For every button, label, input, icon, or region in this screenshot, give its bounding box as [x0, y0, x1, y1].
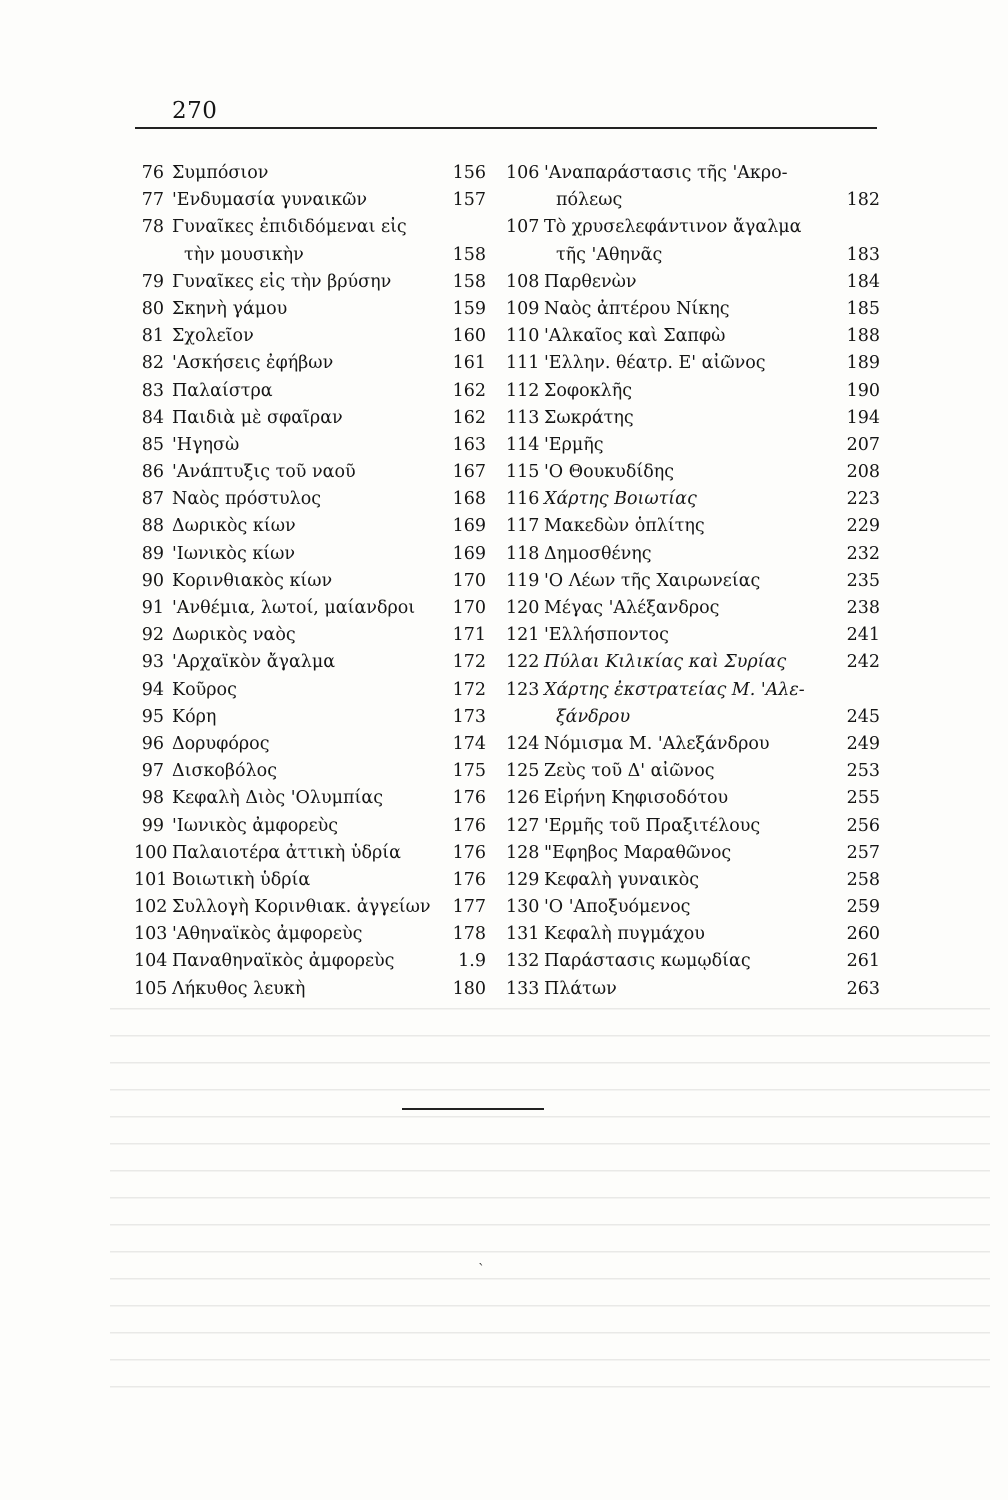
index-entry — [134, 541, 486, 568]
entry-title: 'Ηγησὼ — [172, 434, 240, 455]
index-entry — [134, 867, 486, 894]
entry-title: 'Ιωνικὸς κίων — [172, 543, 296, 564]
index-entry — [134, 568, 486, 595]
index-entry — [134, 378, 486, 405]
index-entry — [134, 813, 486, 840]
entry-number: 108 — [506, 271, 540, 292]
entry-title: τῆς 'Αθηνᾶς — [556, 244, 663, 265]
entry-title: "Εφηβος Μαραθῶνος — [544, 842, 732, 863]
index-entry — [134, 214, 486, 241]
entry-number: 80 — [141, 298, 164, 319]
entry-title: Γυναῖκες εἰς τὴν βρύσην — [172, 271, 392, 292]
index-entry — [134, 840, 486, 867]
entry-title: Σοφοκλῆς — [544, 380, 633, 401]
entry-title: Δωρικὸς κίων — [172, 516, 296, 537]
index-entry — [506, 976, 880, 1003]
index-entry — [506, 568, 880, 595]
entry-page: 188 — [846, 326, 880, 347]
index-entry — [134, 513, 486, 540]
index-entry — [506, 704, 880, 731]
entry-page: 185 — [846, 298, 880, 319]
entry-page: 207 — [846, 434, 880, 455]
entry-page: 235 — [846, 570, 880, 591]
entry-title: Παρθενὼν — [544, 271, 637, 292]
entry-page: 263 — [846, 978, 880, 999]
entry-title: Λήκυθος λευκὴ — [172, 978, 306, 999]
entry-page: 167 — [452, 462, 486, 483]
entry-page: 208 — [846, 462, 880, 483]
index-entry — [134, 350, 486, 377]
index-entry — [134, 785, 486, 812]
entry-title: Ναὸς πρόστυλος — [172, 489, 322, 510]
index-entry — [134, 269, 486, 296]
entry-title: 'Ελλήσποντος — [544, 625, 669, 646]
entry-number: 95 — [141, 706, 164, 727]
entry-page: 177 — [452, 897, 486, 918]
entry-title: Παλαίστρα — [172, 380, 273, 401]
right-column — [506, 160, 880, 1003]
entry-page: 190 — [846, 380, 880, 401]
entry-number: 99 — [141, 815, 164, 836]
entry-page: 242 — [846, 652, 880, 673]
index-entry — [506, 214, 880, 241]
entry-number: 114 — [506, 434, 540, 455]
entry-page: 253 — [846, 761, 880, 782]
entry-page: 172 — [452, 679, 486, 700]
entry-title: τὴν μουσικὴν — [184, 244, 304, 265]
entry-page: 156 — [452, 163, 486, 183]
index-entry — [506, 350, 880, 377]
entry-title: πόλεως — [556, 190, 623, 211]
index-entry — [506, 432, 880, 459]
index-entry — [134, 486, 486, 513]
entry-title: 'Ενδυμασία γυναικῶν — [172, 190, 368, 211]
entry-page: 1.9 — [458, 951, 486, 972]
index-entry — [134, 187, 486, 214]
entry-number: 116 — [506, 489, 540, 510]
entry-title: ξάνδρου — [556, 706, 631, 727]
entry-number: 131 — [506, 924, 540, 945]
index-entry — [506, 160, 880, 187]
entry-number: 112 — [506, 380, 540, 401]
entry-title: Ναὸς ἀπτέρου Νίκης — [544, 298, 730, 319]
entry-number: 77 — [141, 190, 164, 211]
entry-number: 90 — [141, 570, 164, 591]
left-column — [134, 160, 486, 1003]
entry-page: 180 — [452, 978, 486, 999]
entry-title: 'Ο 'Αποξυόμενος — [544, 897, 691, 918]
entry-number: 111 — [506, 353, 540, 374]
entry-title: 'Ιωνικὸς ἀμφορεὺς — [172, 815, 339, 836]
entry-title: Κεφαλὴ γυναικὸς — [544, 869, 700, 890]
entry-page: 256 — [846, 815, 880, 836]
entry-title: Σωκράτης — [544, 407, 634, 428]
entry-number: 101 — [134, 869, 168, 890]
entry-title: Συλλογὴ Κορινθιακ. ἀγγείων — [172, 897, 431, 918]
index-entry — [134, 432, 486, 459]
entry-number: 110 — [506, 326, 540, 347]
entry-title: 'Αλκαῖος καὶ Σαπφὼ — [544, 326, 726, 347]
entry-page: 173 — [452, 706, 486, 727]
entry-title: Πύλαι Κιλικίας καὶ Συρίας — [544, 652, 787, 673]
index-entry — [134, 704, 486, 731]
index-entry — [134, 677, 486, 704]
entry-page: 158 — [452, 244, 486, 265]
entry-number: 113 — [506, 407, 540, 428]
entry-title: 'Αθηναϊκὸς ἀμφορεὺς — [172, 924, 363, 945]
entry-page: 160 — [452, 326, 486, 347]
entry-title: 'Ερμῆς τοῦ Πραξιτέλους — [544, 815, 761, 836]
index-entry — [134, 731, 486, 758]
index-entry — [506, 541, 880, 568]
entry-title: Παιδιὰ μὲ σφαῖραν — [172, 407, 343, 428]
entry-title: Τὸ χρυσελεφάντινον ἄγαλμα — [544, 217, 802, 238]
entry-page: 158 — [452, 271, 486, 292]
entry-page: 178 — [452, 924, 486, 945]
header-rule — [135, 127, 877, 129]
entry-number: 86 — [141, 462, 164, 483]
entry-number: 76 — [141, 163, 164, 183]
entry-page: 168 — [452, 489, 486, 510]
entry-number: 123 — [506, 679, 540, 700]
entry-number: 84 — [141, 407, 164, 428]
entry-title: Μακεδὼν ὁπλίτης — [544, 516, 705, 537]
entry-number: 124 — [506, 733, 540, 754]
entry-title: Νόμισμα Μ. 'Αλεξάνδρου — [544, 733, 770, 754]
entry-number: 120 — [506, 598, 540, 618]
index-entry — [506, 731, 880, 758]
stray-mark: ` — [478, 1262, 485, 1278]
entry-page: 261 — [846, 951, 880, 972]
entry-number: 122 — [506, 652, 540, 673]
entry-title: 'Ο Θουκυδίδης — [544, 462, 675, 483]
entry-page: 232 — [846, 543, 880, 564]
entry-title: Παναθηναϊκὸς ἀμφορεὺς — [172, 951, 395, 972]
end-rule — [402, 1108, 544, 1110]
entry-page: 189 — [846, 353, 880, 374]
entry-number: 94 — [141, 679, 164, 700]
index-entry — [134, 894, 486, 921]
entry-number: 88 — [141, 516, 164, 537]
index-entry — [506, 758, 880, 785]
index-entry — [506, 242, 880, 269]
entry-title: Πλάτων — [544, 978, 617, 999]
index-entry — [506, 867, 880, 894]
entry-number: 103 — [134, 924, 168, 945]
index-entry — [506, 622, 880, 649]
entry-title: 'Ανθέμια, λωτοί, μαίανδροι — [172, 598, 416, 618]
index-entry — [134, 921, 486, 948]
index-entry — [506, 921, 880, 948]
index-entry — [134, 649, 486, 676]
entry-title: Βοιωτικὴ ὑδρία — [172, 869, 311, 890]
entry-title: Σκηνὴ γάμου — [172, 298, 288, 319]
index-entry — [506, 378, 880, 405]
entry-title: Σχολεῖον — [172, 326, 254, 347]
entry-number: 100 — [134, 842, 168, 863]
entry-number: 107 — [506, 217, 540, 238]
entry-page: 183 — [846, 244, 880, 265]
entry-page: 249 — [846, 733, 880, 754]
entry-page: 170 — [452, 598, 486, 618]
entry-number: 102 — [134, 897, 168, 918]
entry-page: 174 — [452, 733, 486, 754]
entry-title: Δισκοβόλος — [172, 761, 277, 782]
index-entry — [134, 405, 486, 432]
entry-title: Κεφαλὴ πυγμάχου — [544, 924, 705, 945]
entry-page: 194 — [846, 407, 880, 428]
entry-title: 'Αναπαράστασις τῆς 'Ακρο- — [544, 163, 788, 183]
entry-page: 162 — [452, 407, 486, 428]
index-entry — [506, 677, 880, 704]
entry-number: 78 — [141, 217, 164, 238]
entry-page: 258 — [846, 869, 880, 890]
entry-title: Κεφαλὴ Διὸς 'Ολυμπίας — [172, 788, 383, 809]
entry-number: 121 — [506, 625, 540, 646]
index-entry — [134, 758, 486, 785]
entry-title: Κορινθιακὸς κίων — [172, 570, 333, 591]
entry-page: 162 — [452, 380, 486, 401]
entry-title: 'Αρχαϊκὸν ἄγαλμα — [172, 652, 336, 673]
entry-page: 259 — [846, 897, 880, 918]
entry-title: 'Ερμῆς — [544, 434, 604, 455]
entry-number: 79 — [141, 271, 164, 292]
entry-number: 93 — [141, 652, 164, 673]
entry-page: 175 — [452, 761, 486, 782]
entry-page: 176 — [452, 842, 486, 863]
index-entry — [134, 459, 486, 486]
entry-page: 159 — [452, 298, 486, 319]
index-entry — [506, 187, 880, 214]
entry-page: 223 — [846, 489, 880, 510]
entry-number: 132 — [506, 951, 540, 972]
entry-title: Δωρικὸς ναὸς — [172, 625, 296, 646]
entry-page: 182 — [846, 190, 880, 211]
entry-number: 106 — [506, 163, 540, 183]
entry-page: 157 — [452, 190, 486, 211]
index-entry — [506, 948, 880, 975]
entry-number: 89 — [141, 543, 164, 564]
entry-title: 'Ο Λέων τῆς Χαιρωνείας — [544, 570, 761, 591]
entry-number: 118 — [506, 543, 540, 564]
entry-number: 97 — [141, 761, 164, 782]
entry-title: Δημοσθένης — [544, 543, 652, 564]
entry-title: Παράστασις κωμῳδίας — [544, 951, 751, 972]
entry-number: 133 — [506, 978, 540, 999]
entry-title: Γυναῖκες ἐπιδιδόμεναι εἰς — [172, 217, 407, 238]
index-entry — [506, 269, 880, 296]
entry-title: Χάρτης Βοιωτίας — [544, 489, 697, 510]
index-entry — [134, 160, 486, 187]
entry-page: 255 — [846, 788, 880, 809]
entry-title: Χάρτης ἐκστρατείας Μ. 'Αλε- — [544, 679, 805, 700]
index-entry — [134, 976, 486, 1003]
index-entry — [506, 296, 880, 323]
entry-page: 176 — [452, 815, 486, 836]
entry-number: 126 — [506, 788, 540, 809]
entry-page: 169 — [452, 516, 486, 537]
entry-title: Κοῦρος — [172, 679, 237, 700]
entry-page: 170 — [452, 570, 486, 591]
index-entry — [506, 649, 880, 676]
index-entry — [134, 622, 486, 649]
entry-number: 98 — [141, 788, 164, 809]
entry-title: Μέγας 'Αλέξανδρος — [544, 598, 720, 618]
entry-page: 176 — [452, 869, 486, 890]
entry-title: Συμπόσιον — [172, 163, 269, 183]
entry-number: 130 — [506, 897, 540, 918]
index-entry — [506, 486, 880, 513]
entry-number: 109 — [506, 298, 540, 319]
entry-title: 'Ελλην. θέατρ. Ε' αἰῶνος — [544, 353, 766, 374]
entry-number: 125 — [506, 761, 540, 782]
entry-page: 241 — [846, 625, 880, 646]
entry-page: 238 — [846, 598, 880, 618]
index-entry — [506, 323, 880, 350]
entry-number: 83 — [141, 380, 164, 401]
entry-number: 81 — [141, 326, 164, 347]
index-entry — [134, 948, 486, 975]
index-entry — [134, 296, 486, 323]
entry-page: 229 — [846, 516, 880, 537]
entry-number: 87 — [141, 489, 164, 510]
index-entry — [506, 840, 880, 867]
index-entry — [134, 595, 486, 622]
entry-number: 119 — [506, 570, 540, 591]
entry-page: 260 — [846, 924, 880, 945]
entry-title: Δορυφόρος — [172, 733, 270, 754]
entry-page: 172 — [452, 652, 486, 673]
entry-page: 171 — [452, 625, 486, 646]
entry-title: 'Ανάπτυξις τοῦ ναοῦ — [172, 462, 356, 483]
entry-page: 176 — [452, 788, 486, 809]
entry-title: 'Ασκήσεις ἐφήβων — [172, 353, 334, 374]
entry-number: 127 — [506, 815, 540, 836]
entry-title: Εἰρήνη Κηφισοδότου — [544, 788, 729, 809]
entry-page: 169 — [452, 543, 486, 564]
index-entry — [506, 595, 880, 622]
entry-number: 117 — [506, 516, 540, 537]
entry-number: 82 — [141, 353, 164, 374]
index-entry — [134, 242, 486, 269]
index-entry — [506, 813, 880, 840]
entry-title: Ζεὺς τοῦ Δ' αἰῶνος — [544, 761, 715, 782]
entry-page: 163 — [452, 434, 486, 455]
entry-title: Κόρη — [172, 706, 217, 727]
entry-number: 91 — [141, 598, 164, 618]
index-entry — [134, 323, 486, 350]
entry-number: 115 — [506, 462, 540, 483]
index-entry — [506, 459, 880, 486]
entry-number: 85 — [141, 434, 164, 455]
entry-number: 129 — [506, 869, 540, 890]
index-entry — [506, 405, 880, 432]
entry-title: Παλαιοτέρα ἀττικὴ ὑδρία — [172, 842, 401, 863]
entry-page: 161 — [452, 353, 486, 374]
entry-page: 184 — [846, 271, 880, 292]
index-entry — [506, 785, 880, 812]
entry-page: 245 — [846, 706, 880, 727]
index-entry — [506, 513, 880, 540]
entry-number: 105 — [134, 978, 168, 999]
entry-number: 104 — [134, 951, 168, 972]
entry-page: 257 — [846, 842, 880, 863]
entry-number: 96 — [141, 733, 164, 754]
entry-number: 92 — [141, 625, 164, 646]
entry-number: 128 — [506, 842, 540, 863]
show-through-texture — [110, 990, 990, 1410]
page-number: 270 — [172, 98, 218, 124]
index-entry — [506, 894, 880, 921]
